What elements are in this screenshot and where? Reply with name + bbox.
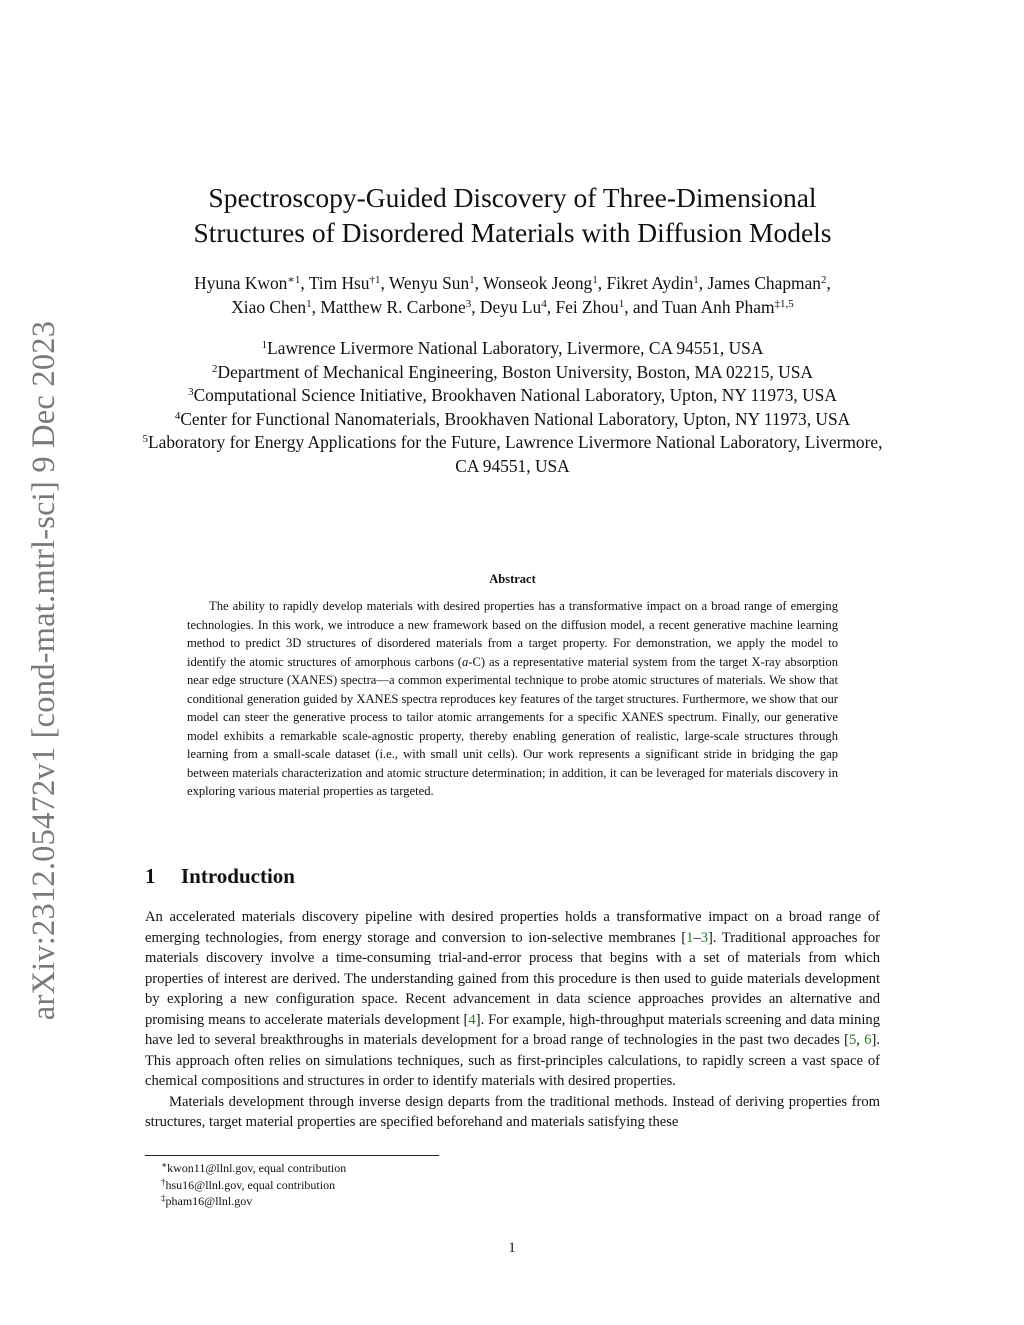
author-affiliation-mark: 1 [592,274,598,286]
section-number: 1 [145,864,156,888]
author-affiliation-mark: †1 [369,274,381,286]
paper-title-line-2: Structures of Disordered Materials with Diffusion Models [193,217,832,248]
paper-title [145,180,880,250]
citation-link[interactable]: 4 [468,1011,476,1028]
footnote: ∗kwon11@llnl.gov, equal contribution [161,1160,347,1175]
section-title: Introduction [181,864,295,888]
author: Xiao Chen$^1$ [231,297,312,317]
paragraph: Materials development through inverse design departs from the traditional methods. Instead of deriving properties from structures, target material properties are specified beforehand and materials satisfying these [145,1093,880,1130]
affiliation: $^1$Lawrence Livermore National Laboratory, Livermore, CA 94551, USA [261,338,764,358]
citation-link[interactable]: 1 [686,929,694,946]
citation-link[interactable]: 3 [700,929,709,946]
footnote-divider [145,1155,439,1156]
arxiv-identifier [20,300,70,1040]
citation-link[interactable]: 6 [864,1032,872,1048]
author-affiliation-mark: 1 [306,298,312,310]
author: James Chapman$^2$ [707,273,827,293]
affiliation: $^2$Department of Mechanical Engineering, Boston University, Boston, MA 02215, USA [212,361,813,382]
arxiv-identifier-text: arXiv:2312.05472v1 [cond-mat.mtrl-sci] 9 Dec 2023 [26,320,63,1020]
paragraph: An accelerated materials discovery pipeline with desired properties holds a transformative impact on a broad range of emerging technologies, from energy storage and conversion to ion-selective membranes [1–3]. Traditional approaches for materials discovery involve a time-consuming trial-and-error process that begins with a set of materials from which properties of interest are derived. The understanding gained from this procedure is then used to guide materials development by exploring a new configuration space. Recent advancement in data science approaches provides an alternative and promising means to accelerate materials development [4]. For example, high-throughput materials screening and data mining have led to several breakthroughs in materials development for a broad range of technologies in the past two decades [5, 6]. This approach often relies on simulations techniques, such as first-principles calculations, to rapidly screen a vast space of chemical compositions and structures in order to identify materials with desired properties. [145,909,881,1089]
paper-title-line-1: Spectroscopy-Guided Discovery of Three-Dimensional [208,182,817,213]
footnotes [161,1160,346,1210]
citation-link[interactable]: 5 [848,1032,857,1048]
author-list: Hyuna Kwon$^{∗1}$, Tim Hsu$^{\dagger 1}$, Wenyu Sun$^1$, Wonseok Jeong$^1$, Fikret Aydin$^1$, James Chapman$^2$, Xiao Chen$^1$, Matthew R. Carbone$^3$, Deyu Lu$^4$, Fei Zhou$^1$, and Tuan Anh Pham$^{\ddagger 1,5}$ [194,273,831,317]
author: Deyu Lu$^4$ [479,297,547,317]
author-affiliation-mark: 1 [693,274,699,286]
author: Wenyu Sun$^1$ [388,273,475,293]
author: Matthew R. Carbone$^3$ [320,297,472,317]
author: Fei Zhou$^1$ [555,297,625,317]
footnote: ‡pham16@llnl.gov [161,1193,253,1208]
introduction-body [145,907,880,1133]
affiliation: $^3$Computational Science Initiative, Brookhaven National Laboratory, Upton, NY 11973, USA [188,385,837,405]
author: Tuan Anh Pham$^{\ddagger 1,5}$ [662,297,794,317]
page-number: 1 [508,1240,516,1256]
author-affiliation-mark: 1 [469,274,475,286]
author-affiliation-mark: 4 [541,298,547,310]
abstract-heading: Abstract [489,572,536,586]
affiliation: $^5$Laboratory for Energy Applications for the Future, Lawrence Livermore National Laboratory, Livermore, CA 94551, USA [142,432,883,476]
author-affiliation-mark: ‡1,5 [774,298,794,310]
author: Hyuna Kwon$^{∗1}$ [194,273,301,293]
section-heading-introduction [145,864,295,889]
author-affiliation-mark: 3 [465,298,472,310]
affiliation: $^4$Center for Functional Nanomaterials, Brookhaven National Laboratory, Upton, NY 11973, USA [174,408,851,429]
author: Fikret Aydin$^1$ [606,273,699,293]
author: Tim Hsu$^{\dagger 1}$ [308,273,381,293]
author-affiliation-mark: 2 [820,274,827,286]
affiliation-list [140,337,885,478]
footnote: †hsu16@llnl.gov, equal contribution [161,1176,336,1192]
author-affiliation-mark: ∗1 [287,274,301,286]
author: Wonseok Jeong$^1$ [483,273,598,293]
abstract-text: The ability to rapidly develop materials with desired properties has a transformative impact on a broad range of emerging technologies. In this work, we introduce a new framework based on the diffusion model, a recent generative machine learning method to predict 3D structures of disordered materials from a target property. For demonstration, we apply the model to identify the atomic structures of amorphous carbons (a-C) as a representative material system from the target X-ray absorption near edge structure (XANES) spectra—a common experimental technique to probe atomic structures of materials. We show that conditional generation guided by XANES spectra reproduces key features of the target structures. Furthermore, we show that our model can steer the generative process to tailor atomic arrangements for a specific XANES spectrum. Finally, our generative model exhibits a remarkable scale-agnostic property, thereby enabling generation of realistic, large-scale structures through learning from a small-scale dataset (i.e., with small unit cells). Our work represents a significant stride in bridging the gap between materials characterization and atomic structure determination; in addition, it can be leveraged for materials discovery in exploring various material properties as targeted. [187,599,839,798]
author-affiliation-mark: 1 [618,298,625,310]
